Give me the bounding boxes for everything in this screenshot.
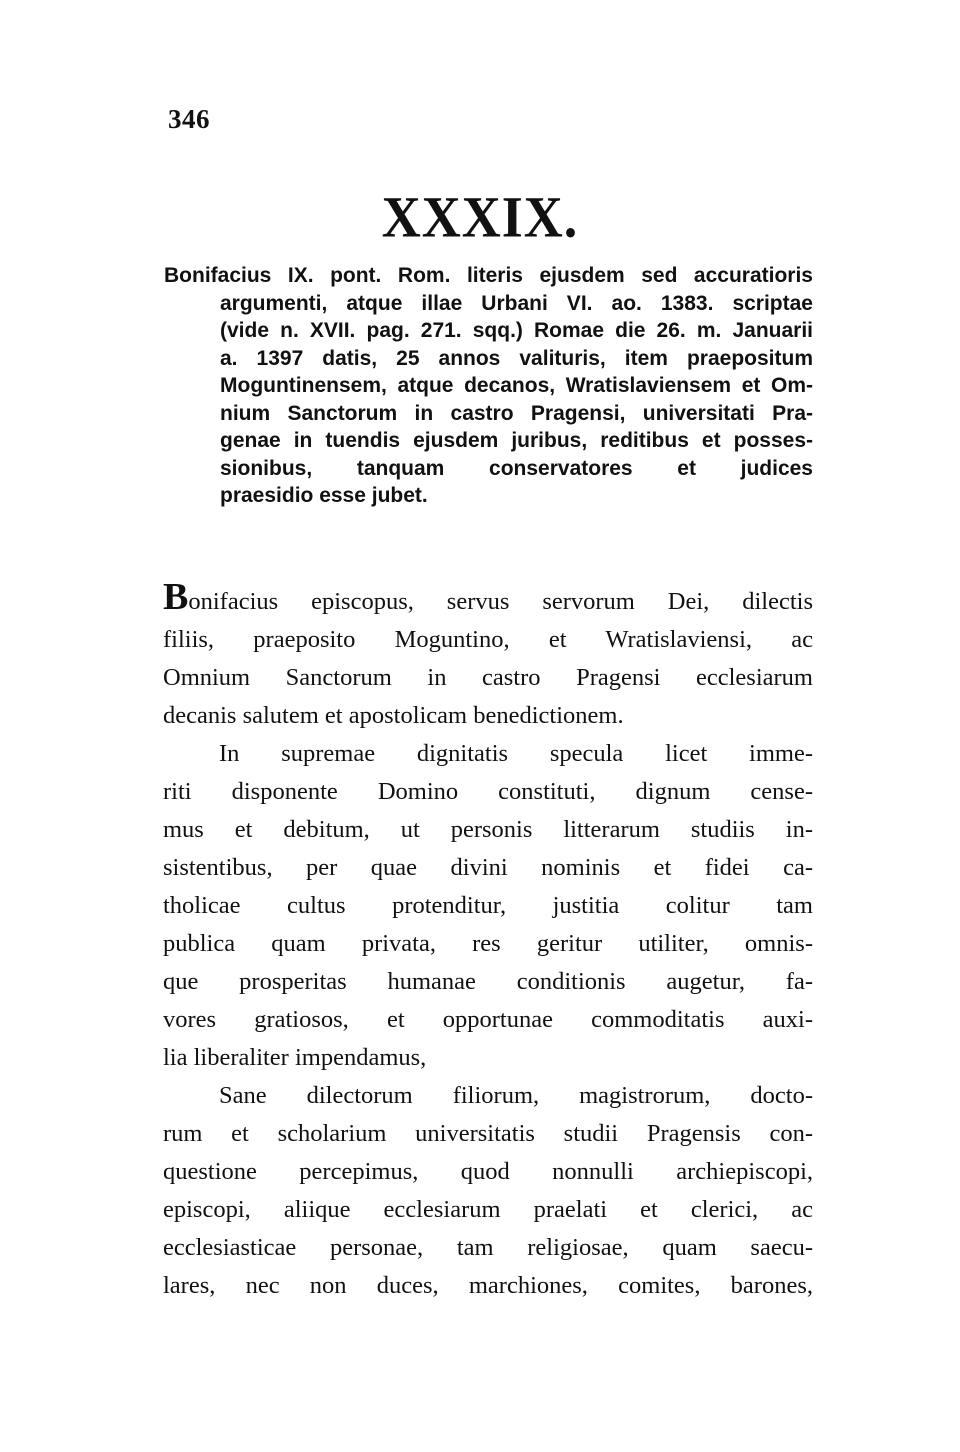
body-line: lares, nec non duces, marchiones, comites, barones, bbox=[163, 1272, 813, 1299]
body-line: tholicae cultus protenditur, justitia colitur tam bbox=[163, 892, 813, 919]
document-body bbox=[163, 578, 813, 1305]
body-line: sistentibus, per quae divini nominis et fidei ca- bbox=[163, 854, 813, 881]
body-line: riti disponente Domino constituti, dignum cense- bbox=[163, 778, 813, 805]
body-line: In supremae dignitatis specula licet imme- bbox=[219, 740, 813, 767]
body-line: que prosperitas humanae conditionis augetur, fa- bbox=[163, 968, 813, 995]
summary-line: argumenti, atque illae Urbani VI. ao. 1383. scriptae bbox=[220, 291, 813, 315]
body-line: ecclesiasticae personae, tam religiosae, quam saecu- bbox=[163, 1234, 813, 1261]
summary-line: Moguntinensem, atque decanos, Wratislaviensem et Om- bbox=[220, 374, 813, 397]
body-line: lia liberaliter impendamus, bbox=[163, 1044, 427, 1071]
summary-line: praesidio esse jubet. bbox=[220, 484, 428, 507]
body-line: decanis salutem et apostolicam benedictionem. bbox=[163, 702, 624, 729]
summary-line: Bonifacius IX. pont. Rom. literis ejusdem sed accuratioris bbox=[164, 264, 813, 287]
drop-initial: B bbox=[163, 576, 189, 618]
summary-line: genae in tuendis ejusdem juribus, reditibus et posses- bbox=[220, 429, 813, 452]
body-line: questione percepimus, quod nonnulli archiepiscopi, bbox=[163, 1158, 813, 1185]
body-line: publica quam privata, res geritur utiliter, omnis- bbox=[163, 930, 813, 957]
summary-line: nium Sanctorum in castro Pragensi, universitati Pra- bbox=[220, 401, 813, 425]
body-line: filiis, praeposito Moguntino, et Wratislaviensi, ac bbox=[163, 626, 813, 653]
summary-line: (vide n. XVII. pag. 271. sqq.) Romae die 26. m. Januarii bbox=[220, 319, 813, 342]
body-line bbox=[163, 578, 813, 621]
chapter-summary bbox=[164, 262, 813, 510]
body-line: episcopi, aliique ecclesiarum praelati et clerici, ac bbox=[163, 1196, 813, 1223]
body-line: Omnium Sanctorum in castro Pragensi ecclesiarum bbox=[163, 664, 813, 691]
body-line: vores gratiosos, et opportunae commoditatis auxi- bbox=[163, 1006, 813, 1033]
page-number: 346 bbox=[168, 104, 210, 134]
summary-line: a. 1397 datis, 25 annos valituris, item praepositum bbox=[220, 346, 813, 370]
body-line: rum et scholarium universitatis studii Pragensis con- bbox=[163, 1120, 813, 1147]
body-line-text: onifacius episcopus, servus servorum Dei, dilectis bbox=[188, 588, 813, 615]
chapter-heading: XXXIX. bbox=[381, 184, 579, 250]
body-line: mus et debitum, ut personis litterarum studiis in- bbox=[163, 816, 813, 843]
body-line: Sane dilectorum filiorum, magistrorum, docto- bbox=[219, 1082, 813, 1109]
summary-line: sionibus, tanquam conservatores et judices bbox=[220, 456, 813, 480]
